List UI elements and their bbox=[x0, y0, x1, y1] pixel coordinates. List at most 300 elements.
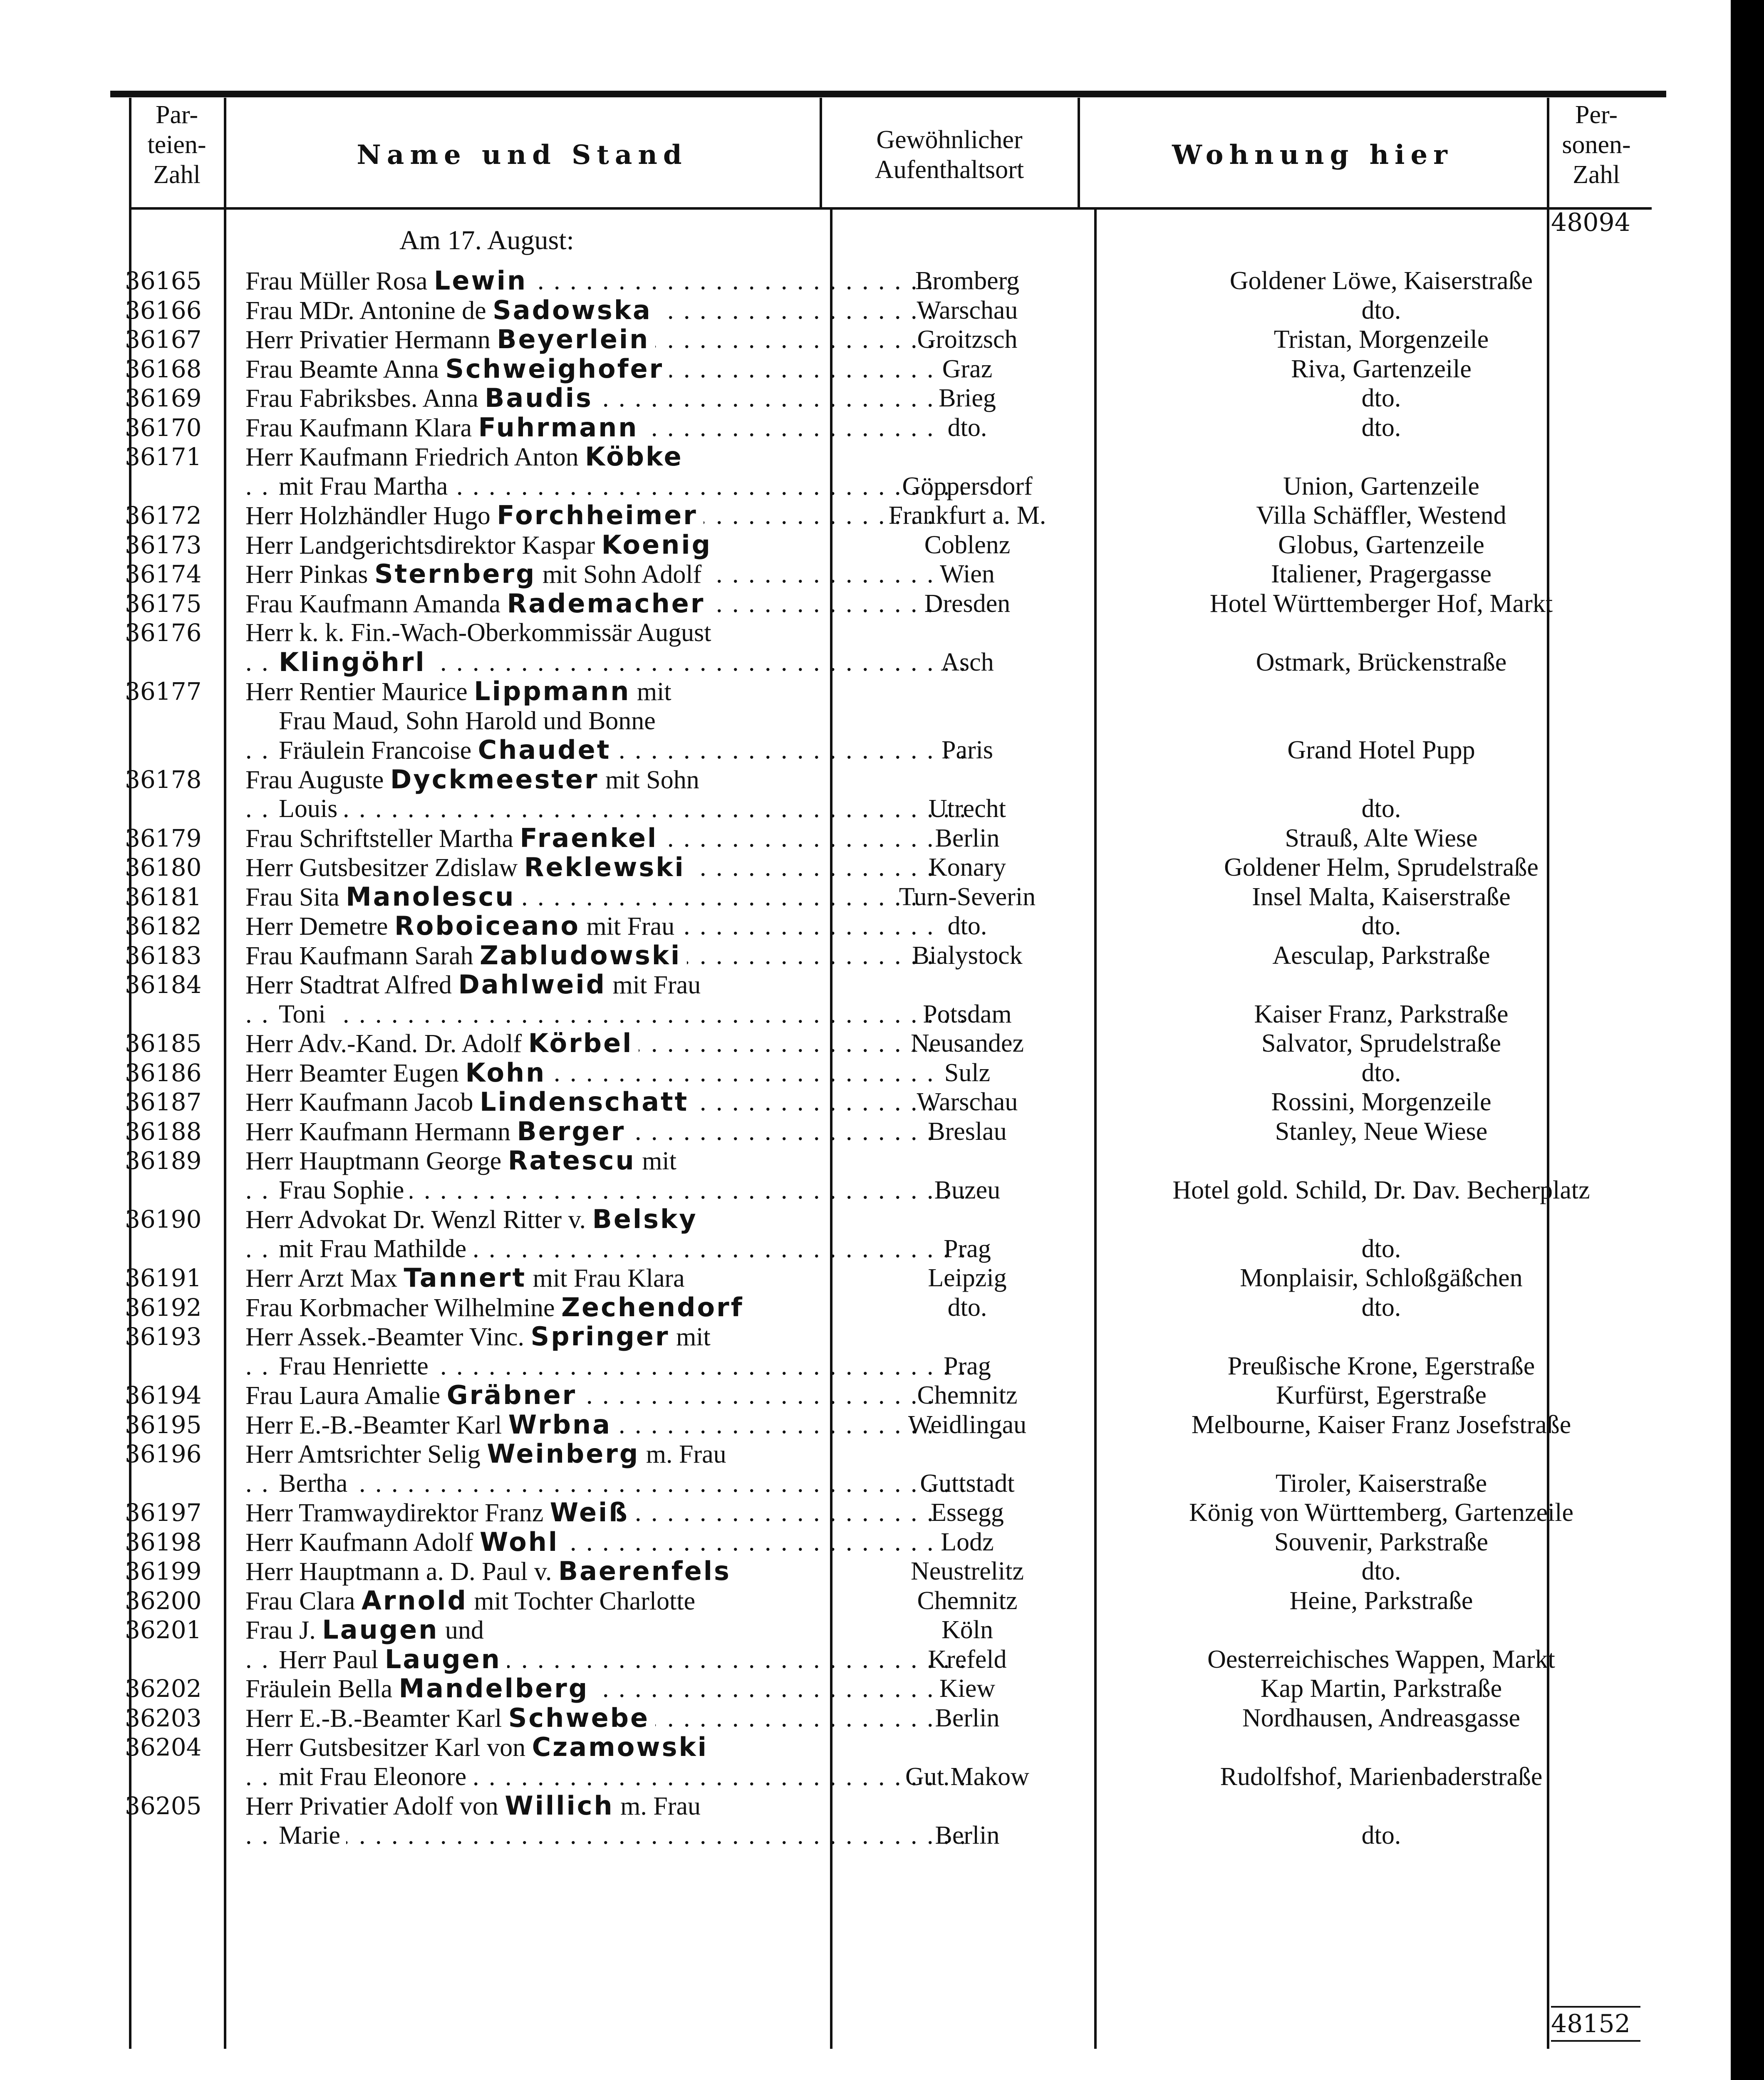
surname: Köbke bbox=[585, 442, 683, 471]
entry-number: 36166 bbox=[125, 296, 202, 324]
entry-row bbox=[125, 882, 1656, 912]
name-text: Herr Advokat Dr. Wenzl Ritter v. bbox=[245, 1206, 592, 1234]
entry-row bbox=[125, 501, 1656, 530]
aufenthaltsort: Bialystock bbox=[912, 941, 1023, 970]
surname: Koenig bbox=[601, 530, 712, 560]
name-text: Frau Laura Amalie bbox=[245, 1382, 447, 1410]
entry-row bbox=[125, 1029, 1656, 1058]
entry-name-text bbox=[245, 912, 680, 941]
entry-name-line bbox=[245, 941, 932, 970]
entry-row bbox=[125, 296, 1656, 325]
entry-name-text bbox=[245, 355, 669, 384]
aufenthaltsort: Berlin bbox=[935, 1821, 1000, 1850]
name-text: Herr Holzhändler Hugo bbox=[245, 502, 497, 530]
entry-number: 36195 bbox=[125, 1410, 202, 1439]
entry-name-text bbox=[245, 678, 677, 706]
surname: Baudis bbox=[485, 384, 593, 413]
entry-number: 36178 bbox=[125, 765, 202, 794]
aufenthaltsort: Turn-Severin bbox=[899, 882, 1036, 911]
aufenthaltsort: Chemnitz bbox=[917, 1381, 1018, 1409]
entry-number: 36176 bbox=[125, 619, 202, 647]
entry-name-line bbox=[245, 296, 932, 325]
entry-name-text bbox=[245, 384, 599, 413]
entry-name-text bbox=[279, 1763, 472, 1791]
entry-name-text bbox=[279, 472, 453, 500]
name-text: m. Frau bbox=[639, 1440, 726, 1468]
entry-row bbox=[125, 1410, 1656, 1440]
aufenthaltsort: dto. bbox=[947, 413, 987, 442]
entry-name-text bbox=[245, 1792, 706, 1820]
wohnung: Tristan, Morgenzeile bbox=[1273, 325, 1489, 354]
name-text: Herr Beamter Eugen bbox=[245, 1059, 466, 1087]
name-text: Herr Kaufmann Jacob bbox=[245, 1088, 480, 1117]
entry-number: 36174 bbox=[125, 560, 202, 588]
entry-number: 36202 bbox=[125, 1674, 202, 1703]
entry-row bbox=[125, 911, 1656, 941]
entry-name-line bbox=[245, 706, 965, 735]
aufenthaltsort: Guttstadt bbox=[920, 1469, 1015, 1498]
aufenthaltsort: Frankfurt a. M. bbox=[888, 501, 1046, 530]
entry-name-text bbox=[245, 1059, 552, 1087]
entry-name-text bbox=[279, 1646, 507, 1674]
aufenthaltsort: Graz bbox=[942, 354, 993, 383]
entry-number: 36200 bbox=[125, 1586, 202, 1615]
entry-number: 36183 bbox=[125, 941, 202, 970]
scan-border-right bbox=[1731, 0, 1764, 2080]
entry-name-text bbox=[279, 736, 617, 765]
wohnung: Salvator, Sprudelstraße bbox=[1261, 1029, 1501, 1057]
name-text: Herr E.-B.-Beamter Karl bbox=[245, 1704, 508, 1733]
surname: Klingöhrl bbox=[279, 647, 426, 677]
wohnung: Villa Schäffler, Westend bbox=[1256, 501, 1506, 530]
entry-name-text bbox=[279, 795, 343, 823]
name-text: Herr k. k. Fin.-Wach-Oberkommissär August bbox=[245, 619, 711, 647]
entry-row bbox=[125, 1293, 1656, 1322]
aufenthaltsort: Dresden bbox=[924, 589, 1011, 618]
aufenthaltsort: Chemnitz bbox=[917, 1586, 1018, 1615]
date-label: Am 17. August: bbox=[399, 225, 574, 255]
name-text: Herr Kaufmann Adolf bbox=[245, 1528, 480, 1557]
surname: Arnold bbox=[361, 1586, 468, 1615]
name-text: m. Frau bbox=[614, 1792, 701, 1820]
entry-row bbox=[125, 1058, 1656, 1088]
surname: Mandelberg bbox=[399, 1674, 589, 1703]
entry-row bbox=[125, 354, 1656, 384]
entry-row bbox=[125, 266, 1656, 296]
entry-number: 36168 bbox=[125, 354, 202, 383]
wohnung: Aesculap, Parkstraße bbox=[1272, 941, 1490, 970]
name-text: Herr Kaufmann Hermann bbox=[245, 1117, 517, 1146]
entry-number: 36204 bbox=[125, 1733, 202, 1761]
entry-name-line bbox=[245, 1058, 932, 1087]
entry-row bbox=[125, 970, 1656, 1029]
aufenthaltsort: Neustrelitz bbox=[910, 1557, 1024, 1585]
wohnung: Insel Malta, Kaiserstraße bbox=[1252, 882, 1511, 911]
entry-number: 36171 bbox=[125, 443, 202, 471]
entry-row bbox=[125, 1615, 1656, 1674]
surname: Dahlweid bbox=[458, 970, 606, 999]
entry-row bbox=[125, 1791, 1656, 1850]
name-text: Herr Adv.-Kand. Dr. Adolf bbox=[245, 1030, 528, 1058]
aufenthaltsort: Bromberg bbox=[915, 267, 1020, 295]
entry-name-line bbox=[245, 384, 932, 413]
name-text: Herr Paul bbox=[279, 1645, 385, 1674]
entry-row bbox=[125, 1528, 1656, 1557]
surname: Fraenkel bbox=[520, 823, 658, 853]
entry-name-line bbox=[245, 266, 932, 295]
entry-name-text bbox=[245, 1411, 617, 1439]
name-text: Herr Gutsbesitzer Karl von bbox=[245, 1733, 532, 1762]
surname: Wrbna bbox=[508, 1410, 612, 1439]
entry-name-text bbox=[245, 825, 664, 853]
aufenthaltsort: Neusandez bbox=[911, 1029, 1024, 1057]
name-text: Herr Arzt Max bbox=[245, 1264, 404, 1293]
wohnung: Monplaisir, Schloßgäßchen bbox=[1240, 1264, 1523, 1292]
surname: Laugen bbox=[322, 1615, 439, 1644]
aufenthaltsort: Warschau bbox=[917, 296, 1018, 324]
entry-name-line bbox=[245, 911, 932, 941]
wohnung: Preußische Krone, Egerstraße bbox=[1227, 1352, 1535, 1380]
name-text: Herr Privatier Hermann bbox=[245, 326, 497, 354]
entry-number: 36179 bbox=[125, 824, 202, 852]
name-text: Frau J. bbox=[245, 1616, 322, 1644]
entry-number: 36201 bbox=[125, 1616, 202, 1644]
name-text: mit Frau Klara bbox=[526, 1264, 685, 1293]
entry-name-line bbox=[245, 530, 932, 560]
surname: Springer bbox=[530, 1322, 670, 1351]
surname: Lindenschatt bbox=[479, 1087, 689, 1117]
entry-number: 36203 bbox=[125, 1704, 202, 1732]
entry-name-line bbox=[245, 677, 932, 706]
name-text: und bbox=[439, 1616, 484, 1644]
entry-number: 36173 bbox=[125, 530, 202, 559]
wohnung: Oesterreichisches Wappen, Markt bbox=[1207, 1645, 1555, 1674]
aufenthaltsort: Konary bbox=[929, 853, 1006, 882]
top-rule bbox=[110, 91, 1666, 97]
surname: Weinberg bbox=[487, 1439, 640, 1468]
entry-number: 36170 bbox=[125, 413, 202, 442]
entry-row bbox=[125, 325, 1656, 354]
entry-name-text bbox=[245, 1382, 582, 1410]
entry-name-line bbox=[245, 325, 932, 354]
name-text: Herr Kaufmann Friedrich Anton bbox=[245, 443, 585, 471]
name-text: mit bbox=[669, 1323, 711, 1351]
name-text: Frau Sita bbox=[245, 883, 346, 911]
surname: Reklewski bbox=[524, 853, 685, 882]
wohnung: Souvenir, Parkstraße bbox=[1274, 1528, 1489, 1556]
entry-number: 36193 bbox=[125, 1322, 202, 1351]
aufenthaltsort: Leipzig bbox=[928, 1264, 1007, 1292]
name-text: Frau Henriette bbox=[279, 1352, 429, 1380]
entry-name-text bbox=[245, 1528, 565, 1557]
entry-name-text bbox=[245, 1264, 691, 1293]
entry-row bbox=[125, 560, 1656, 589]
entry-row bbox=[125, 530, 1656, 560]
name-text: Herr Demetre bbox=[245, 912, 395, 941]
name-text: Herr Landgerichtsdirektor Kaspar bbox=[245, 531, 602, 560]
carry-out-total: 48152 bbox=[1551, 2006, 1640, 2042]
name-text: Herr Rentier Maurice bbox=[245, 678, 474, 706]
entry-number: 36189 bbox=[125, 1146, 202, 1175]
entry-name-text bbox=[245, 297, 658, 325]
name-text: Frau Schriftsteller Martha bbox=[245, 824, 520, 853]
name-text: Herr Privatier Adolf von bbox=[245, 1792, 505, 1820]
entry-name-text bbox=[245, 1704, 655, 1733]
entry-name-line bbox=[245, 1146, 932, 1175]
name-text: Frau Müller Rosa bbox=[245, 267, 434, 295]
entry-number: 36175 bbox=[125, 589, 202, 618]
entry-row bbox=[125, 442, 1656, 501]
entry-number: 36165 bbox=[125, 267, 202, 295]
name-text: Marie bbox=[279, 1821, 341, 1850]
entry-number: 36194 bbox=[125, 1381, 202, 1409]
entry-number: 36197 bbox=[125, 1498, 202, 1527]
wohnung: Hotel Württemberger Hof, Markt bbox=[1209, 589, 1553, 618]
entry-name-text bbox=[245, 1587, 701, 1615]
aufenthaltsort: Berlin bbox=[935, 824, 1000, 852]
entry-name-text bbox=[245, 1118, 631, 1146]
entry-name-text bbox=[245, 531, 718, 560]
entry-name-line bbox=[245, 853, 932, 882]
entry-row bbox=[125, 1704, 1656, 1733]
wohnung: Rudolfshof, Marienbaderstraße bbox=[1220, 1762, 1543, 1791]
name-text: mit Tochter Charlotte bbox=[467, 1587, 696, 1615]
surname: Lippmann bbox=[474, 677, 631, 706]
entry-name-text bbox=[245, 1616, 490, 1644]
wohnung: Ostmark, Brückenstraße bbox=[1256, 648, 1507, 676]
name-text: mit Sohn bbox=[599, 765, 699, 794]
entry-name-text bbox=[245, 1558, 737, 1586]
surname: Chaudet bbox=[478, 735, 611, 765]
entry-number: 36198 bbox=[125, 1528, 202, 1556]
entry-number: 36191 bbox=[125, 1264, 202, 1292]
wohnung: Tiroler, Kaiserstraße bbox=[1275, 1469, 1487, 1498]
entry-row bbox=[125, 1087, 1656, 1117]
entry-name-line bbox=[245, 1117, 932, 1146]
aufenthaltsort: Breslau bbox=[928, 1117, 1007, 1146]
wohnung: Strauß, Alte Wiese bbox=[1285, 824, 1478, 852]
header-personen: Per- sonen- Zahl bbox=[1562, 101, 1631, 189]
entry-name-line bbox=[245, 354, 932, 384]
entry-row bbox=[125, 1733, 1656, 1791]
header-bottom-rule bbox=[129, 207, 1652, 210]
entry-name-text bbox=[245, 1323, 716, 1351]
entry-name-text bbox=[245, 1294, 750, 1322]
name-text: Herr Hauptmann a. D. Paul v. bbox=[245, 1558, 558, 1586]
entry-name-line bbox=[245, 1087, 932, 1117]
entry-name-text bbox=[245, 1733, 714, 1762]
aufenthaltsort: Utrecht bbox=[929, 795, 1006, 823]
entry-name-text bbox=[245, 854, 691, 882]
entry-number: 36188 bbox=[125, 1117, 202, 1146]
entry-name-line bbox=[245, 1586, 932, 1615]
name-text: Frau Kaufmann Sarah bbox=[245, 941, 480, 970]
surname: Ratescu bbox=[508, 1146, 636, 1175]
surname: Gräbner bbox=[446, 1381, 577, 1410]
entry-row bbox=[125, 765, 1656, 824]
entry-name-line bbox=[245, 1733, 932, 1762]
wohnung: dto. bbox=[1361, 912, 1401, 940]
name-text: mit bbox=[635, 1147, 676, 1175]
aufenthaltsort: Asch bbox=[941, 648, 994, 676]
wohnung: Stanley, Neue Wiese bbox=[1275, 1117, 1488, 1146]
entry-name-line bbox=[245, 824, 932, 853]
entry-name-line bbox=[245, 970, 932, 999]
surname: Körbel bbox=[528, 1029, 633, 1058]
aufenthaltsort: Göppersdorf bbox=[902, 472, 1033, 500]
surname: Schweighofer bbox=[445, 354, 664, 384]
entry-name-text bbox=[245, 942, 687, 970]
name-text: Fräulein Francoise bbox=[279, 736, 478, 765]
entry-name-line bbox=[245, 1381, 932, 1410]
entry-name-line bbox=[245, 1557, 932, 1586]
entry-row bbox=[125, 677, 1656, 765]
entry-row bbox=[125, 589, 1656, 619]
aufenthaltsort: Buzeu bbox=[934, 1176, 1001, 1204]
entry-name-line bbox=[245, 1439, 932, 1468]
aufenthaltsort: Köln bbox=[941, 1616, 993, 1644]
entry-name-text bbox=[279, 1000, 332, 1028]
wohnung: Heine, Parkstraße bbox=[1289, 1586, 1473, 1615]
wohnung: Kurfürst, Egerstraße bbox=[1276, 1381, 1487, 1409]
wohnung: Goldener Löwe, Kaiserstraße bbox=[1229, 267, 1533, 295]
entry-name-line bbox=[245, 1528, 932, 1557]
wohnung: Riva, Gartenzeile bbox=[1291, 354, 1472, 383]
entry-name-line bbox=[245, 882, 932, 911]
entry-number: 36167 bbox=[125, 325, 202, 354]
entry-number: 36192 bbox=[125, 1293, 202, 1322]
entry-name-text bbox=[245, 619, 717, 647]
entry-number: 36184 bbox=[125, 971, 202, 999]
wohnung: Italiener, Pragergasse bbox=[1271, 560, 1492, 588]
entry-name-text bbox=[279, 1821, 346, 1850]
entry-number: 36187 bbox=[125, 1088, 202, 1116]
aufenthaltsort: Weidlingau bbox=[908, 1410, 1027, 1439]
carry-in-total: 48094 bbox=[1551, 208, 1630, 237]
surname: Sadowska bbox=[493, 295, 652, 325]
entry-row bbox=[125, 1674, 1656, 1704]
entry-name-text bbox=[279, 1352, 434, 1380]
entry-name-line bbox=[245, 1704, 932, 1733]
surname: Baerenfels bbox=[558, 1557, 731, 1586]
entry-row bbox=[125, 1322, 1656, 1381]
surname: Sternberg bbox=[374, 560, 536, 589]
entry-name-line bbox=[245, 1263, 932, 1293]
aufenthaltsort: dto. bbox=[947, 912, 987, 940]
entry-name-line bbox=[245, 589, 932, 618]
entry-name-text bbox=[245, 443, 689, 471]
name-text: mit Frau Eleonore bbox=[279, 1762, 467, 1791]
entry-name-text bbox=[245, 502, 704, 530]
entry-name-line bbox=[245, 1615, 932, 1644]
entry-row bbox=[125, 824, 1656, 853]
entry-name-text bbox=[245, 1440, 732, 1468]
entry-row bbox=[125, 1205, 1656, 1263]
entry-name-text bbox=[245, 590, 711, 618]
name-text: Herr E.-B.-Beamter Karl bbox=[245, 1411, 508, 1439]
entry-number: 36205 bbox=[125, 1792, 202, 1820]
surname: Laugen bbox=[384, 1644, 501, 1674]
entry-row bbox=[125, 1439, 1656, 1498]
entry-name-line bbox=[245, 1791, 932, 1820]
name-text: mit Frau Martha bbox=[279, 472, 448, 500]
header-name: Name und Stand bbox=[357, 139, 688, 171]
wohnung: König von Württemberg, Gartenzeile bbox=[1189, 1498, 1573, 1527]
wohnung: Grand Hotel Pupp bbox=[1287, 736, 1475, 764]
aufenthaltsort: Coblenz bbox=[924, 530, 1011, 559]
aufenthaltsort: Krefeld bbox=[928, 1645, 1007, 1674]
entry-row bbox=[125, 941, 1656, 971]
aufenthaltsort: Paris bbox=[941, 736, 993, 764]
entry-row bbox=[125, 1498, 1656, 1528]
entry-number: 36180 bbox=[125, 853, 202, 882]
name-text: Herr Tramwaydirektor Franz bbox=[245, 1499, 550, 1527]
surname: Forchheimer bbox=[497, 501, 698, 530]
name-text: Frau Sophie bbox=[279, 1176, 404, 1204]
entry-name-text bbox=[279, 1469, 353, 1498]
name-text: Herr Amtsrichter Selig bbox=[245, 1440, 487, 1468]
entry-name-text bbox=[245, 971, 706, 999]
entry-number: 36185 bbox=[125, 1029, 202, 1057]
entry-name-line bbox=[245, 765, 932, 794]
entry-name-line bbox=[245, 501, 932, 530]
surname: Dyckmeester bbox=[390, 765, 599, 794]
name-text: mit Frau bbox=[580, 912, 675, 941]
name-text: mit Frau bbox=[606, 971, 701, 999]
entry-row bbox=[125, 853, 1656, 882]
name-text: Frau Beamte Anna bbox=[245, 355, 446, 384]
aufenthaltsort: Essegg bbox=[931, 1498, 1004, 1527]
surname: Weiß bbox=[550, 1498, 629, 1527]
entry-name-line bbox=[245, 618, 932, 647]
aufenthaltsort: Potsdam bbox=[923, 1000, 1012, 1028]
entry-name-text bbox=[279, 1176, 410, 1204]
entry-number: 36199 bbox=[125, 1557, 202, 1585]
surname: Roboiceano bbox=[394, 911, 580, 941]
entry-row bbox=[125, 413, 1656, 443]
name-text: mit Frau Mathilde bbox=[279, 1234, 467, 1263]
entry-number: 36169 bbox=[125, 384, 202, 412]
entry-name-line bbox=[245, 1410, 932, 1439]
surname: Willich bbox=[505, 1791, 614, 1820]
wohnung: dto. bbox=[1361, 795, 1401, 823]
entry-row bbox=[125, 1263, 1656, 1293]
surname: Zechendorf bbox=[561, 1293, 744, 1322]
entry-name-line bbox=[245, 1674, 932, 1703]
entry-row bbox=[125, 618, 1656, 677]
entry-name-line bbox=[245, 560, 932, 589]
name-text: Frau Kaufmann Klara bbox=[245, 414, 478, 442]
wohnung: dto. bbox=[1361, 1821, 1401, 1850]
entry-name-text bbox=[245, 1088, 694, 1117]
name-text: Toni bbox=[279, 1000, 326, 1028]
header-parteien: Par- teien- Zahl bbox=[147, 101, 206, 189]
wohnung: dto. bbox=[1361, 413, 1401, 442]
wohnung: dto. bbox=[1361, 384, 1401, 412]
name-text: Louis bbox=[279, 795, 338, 823]
entry-number: 36177 bbox=[125, 677, 202, 706]
wohnung: Kap Martin, Parkstraße bbox=[1260, 1674, 1502, 1703]
wohnung: Hotel gold. Schild, Dr. Dav. Becherplatz bbox=[1172, 1176, 1590, 1204]
surname: Wohl bbox=[480, 1527, 559, 1557]
entry-name-text bbox=[279, 649, 432, 677]
wohnung: dto. bbox=[1361, 1058, 1401, 1087]
surname: Fuhrmann bbox=[478, 413, 639, 442]
entry-row bbox=[125, 1557, 1656, 1586]
name-text: mit Sohn Adolf bbox=[536, 560, 702, 589]
surname: Tannert bbox=[404, 1263, 527, 1293]
aufenthaltsort: Brieg bbox=[939, 384, 996, 412]
